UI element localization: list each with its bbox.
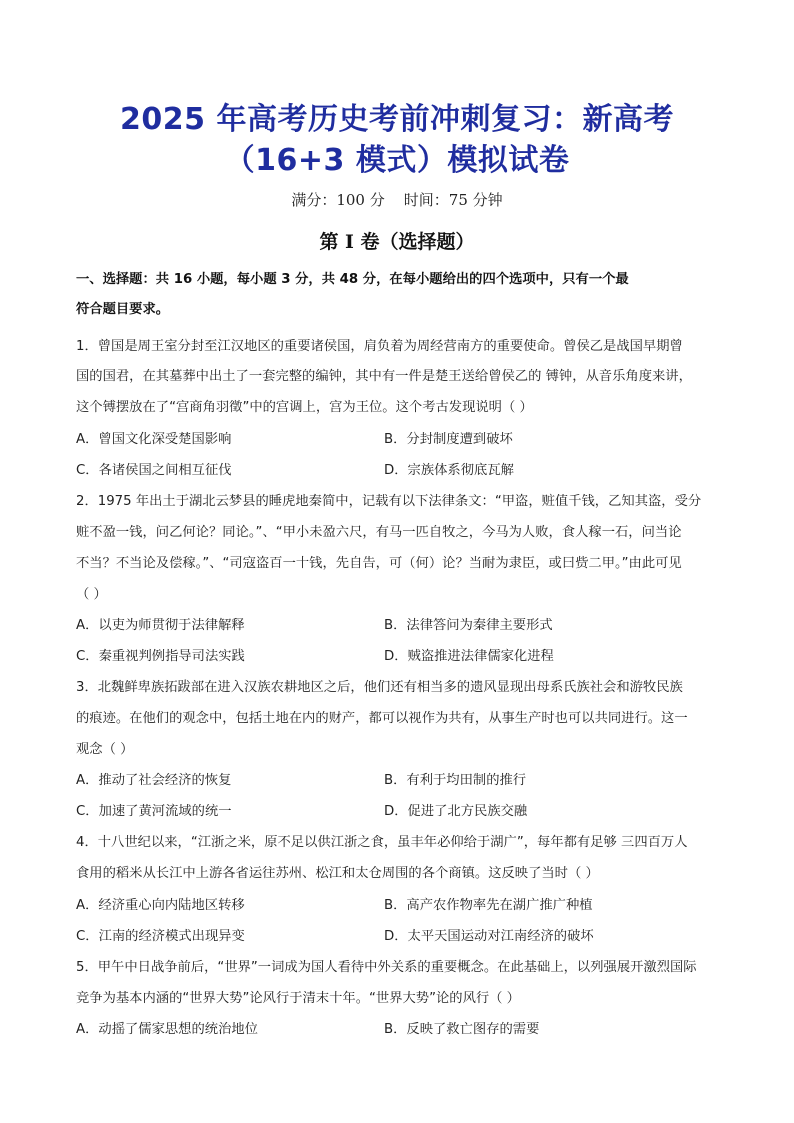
question-2-option-c[interactable]: C．秦重视判例指导司法实践 — [76, 649, 245, 664]
question-2-option-d[interactable]: D．贼盗推进法律儒家化进程 — [384, 649, 554, 664]
question-4-option-c[interactable]: C．江南的经济模式出现异变 — [76, 929, 245, 944]
question-2-text: 赃不盈一钱，问乙何论？同论。”、“甲小未盈六尺，有马一匹自牧之，今马为人败，食人稼一石，问当论 — [76, 525, 682, 540]
section-title: 第 I 卷（选择题） — [319, 231, 475, 253]
question-3-option-b[interactable]: B．有利于均田制的推行 — [384, 773, 527, 788]
question-1-option-c[interactable]: C．各诸侯国之间相互征伐 — [76, 463, 232, 478]
question-3-text: 观念（ ） — [76, 742, 134, 757]
question-4-option-a[interactable]: A．经济重心向内陆地区转移 — [76, 898, 245, 913]
question-3-text: 的痕迹。在他们的观念中，包括土地在内的财产，都可以视作为共有，从事生产时也可以共同进行。这一 — [76, 711, 688, 726]
question-2-option-a[interactable]: A．以吏为师贯彻于法律解释 — [76, 618, 245, 633]
question-4-text: 食用的稻米从长江中上游各省运往苏州、松江和太仓周围的各个商镇。这反映了当时（ ） — [76, 866, 599, 881]
question-1-text: 1．曾国是周王室分封至江汉地区的重要诸侯国，肩负着为周经营南方的重要使命。曾侯乙是战国早期曾 — [76, 339, 683, 354]
question-5-option-b[interactable]: B．反映了救亡图存的需要 — [384, 1022, 540, 1037]
exam-title-line2: （16+3 模式）模拟试卷 — [224, 143, 570, 178]
question-4-text: 4．十八世纪以来，“江浙之米，原不足以供江浙之食，虽丰年必仰给于湖广”，每年都有足够 三四百万人 — [76, 835, 688, 850]
question-1-text: 国的国君，在其墓葬中出土了一套完整的编钟，其中有一件是楚王送给曾侯乙的 镈钟，从音乐角度来讲， — [76, 369, 692, 384]
instructions-line: 一、选择题：共 16 小题，每小题 3 分，共 48 分，在每小题给出的四个选项中，只有一个最 — [76, 272, 629, 287]
question-2-option-b[interactable]: B．法律答问为秦律主要形式 — [384, 618, 553, 633]
question-3-text: 3．北魏鲜卑族拓跋部在进入汉族农耕地区之后，他们还有相当多的遗风显现出母系氏族社会和游牧民族 — [76, 680, 683, 695]
question-5-option-a[interactable]: A．动摇了儒家思想的统治地位 — [76, 1022, 258, 1037]
question-4-option-d[interactable]: D．太平天国运动对江南经济的破坏 — [384, 929, 594, 944]
instructions-line: 符合题目要求。 — [76, 302, 170, 317]
question-2-text: （ ） — [76, 587, 107, 602]
question-1-option-a[interactable]: A．曾国文化深受楚国影响 — [76, 432, 232, 447]
question-1-text: 这个镈摆放在了“宫商角羽徵”中的宫调上，宫为王位。这个考古发现说明（ ） — [76, 400, 533, 415]
question-2-text: 2．1975 年出土于湖北云梦县的睡虎地秦简中，记载有以下法律条文：“甲盗，赃值千钱，乙知其盗，受分 — [76, 494, 702, 509]
score-time-info: 满分：100 分 时间：75 分钟 — [291, 191, 503, 209]
question-3-option-d[interactable]: D．促进了北方民族交融 — [384, 804, 528, 819]
question-5-text: 5．甲午中日战争前后，“世界”一词成为国人看待中外关系的重要概念。在此基础上，以列强展开激烈国际 — [76, 960, 697, 975]
question-3-option-c[interactable]: C．加速了黄河流域的统一 — [76, 804, 232, 819]
question-3-option-a[interactable]: A．推动了社会经济的恢复 — [76, 773, 232, 788]
question-2-text: 不当？不当论及偿稼。”、“司寇盗百一十钱，先自告，可（何）论？当耐为隶臣，或曰赀二甲。”由此可见 — [76, 556, 682, 571]
question-4-option-b[interactable]: B．高产农作物率先在湖广推广种植 — [384, 898, 593, 913]
question-5-text: 竞争为基本内涵的“世界大势”论风行于清末十年。“世界大势”论的风行（ ） — [76, 991, 520, 1006]
exam-title-line1: 2025 年高考历史考前冲刺复习：新高考 — [120, 102, 674, 137]
question-1-option-d[interactable]: D．宗族体系彻底瓦解 — [384, 463, 514, 478]
question-1-option-b[interactable]: B．分封制度遭到破坏 — [384, 432, 513, 447]
